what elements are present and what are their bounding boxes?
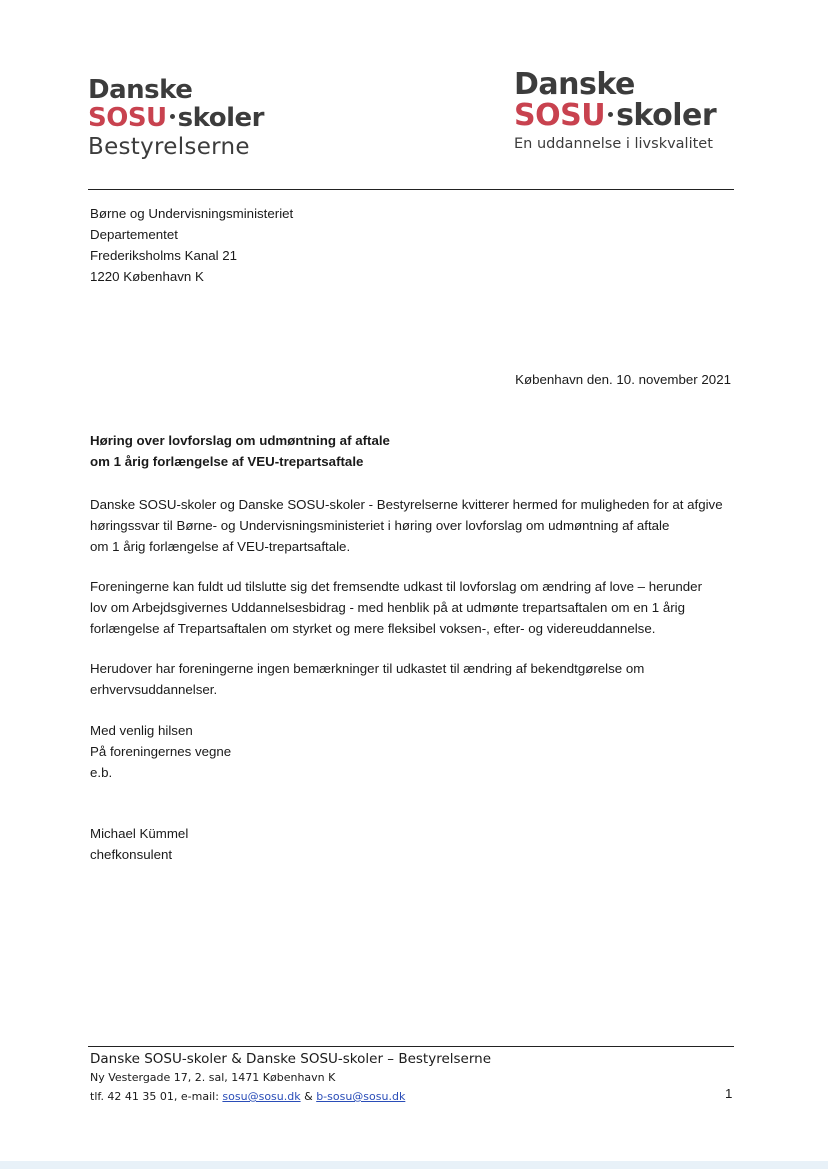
logo-danske-sosu-skoler: [514, 67, 717, 152]
email-link-b-sosu[interactable]: b-sosu@sosu.dk: [316, 1090, 406, 1103]
page-number: 1: [725, 1086, 733, 1101]
signature-block: [90, 823, 188, 865]
paragraph-line: Danske SOSU-skoler og Danske SOSU-skoler - Bestyrelserne kvitterer hermed for muligheden for at afgive: [90, 497, 723, 512]
closing-line: På foreningernes vegne: [90, 744, 232, 759]
body-paragraph: [90, 658, 644, 700]
logo-dot-icon: [608, 112, 613, 117]
footer-address: Ny Vestergade 17, 2. sal, 1471 København K: [90, 1071, 336, 1084]
letter-date: København den. 10. november 2021: [515, 372, 731, 387]
paragraph-line: høringssvar til Børne- og Undervisningsministeriet i høring over lovforslag om udmøntning af aftale: [90, 518, 670, 533]
closing-line: Med venlig hilsen: [90, 723, 193, 738]
recipient-line: Departementet: [90, 227, 178, 242]
letter-closing: [90, 720, 231, 783]
footer: [90, 1050, 491, 1106]
subject-line: Høring over lovforslag om udmøntning af aftale: [90, 433, 390, 448]
letter-subject: [90, 430, 390, 472]
footer-amp: &: [300, 1090, 317, 1103]
paragraph-line: om 1 årig forlængelse af VEU-trepartsaftale.: [90, 539, 351, 554]
logo-bestyrelserne: [88, 77, 264, 160]
logo-left-sosu: SOSU: [88, 103, 167, 133]
logo-right-skoler: skoler: [616, 98, 717, 133]
footer-contact-prefix: tlf. 42 41 35 01, e-mail:: [90, 1090, 223, 1103]
footer-contact: [90, 1087, 491, 1106]
recipient-line: 1220 København K: [90, 269, 204, 284]
signature-title: chefkonsulent: [90, 847, 173, 862]
subject-line: om 1 årig forlængelse af VEU-trepartsaftale: [90, 454, 364, 469]
paragraph-line: forlængelse af Trepartsaftalen om styrket og mere fleksibel voksen-, efter- og videreuddannelse.: [90, 621, 656, 636]
logo-right-line1: Danske: [514, 67, 635, 102]
logo-left-line1: Danske: [88, 75, 193, 105]
header-divider: [88, 189, 734, 190]
body-paragraph: [90, 576, 702, 639]
closing-line: e.b.: [90, 765, 113, 780]
recipient-address: [90, 203, 293, 287]
recipient-line: Børne og Undervisningsministeriet: [90, 206, 294, 221]
email-link-sosu[interactable]: sosu@sosu.dk: [222, 1090, 301, 1103]
paragraph-line: Herudover har foreningerne ingen bemærkninger til udkastet til ændring af bekendtgørelse om: [90, 661, 645, 676]
logo-left-skoler: skoler: [177, 103, 264, 133]
footer-divider: [88, 1046, 734, 1047]
signature-name: Michael Kümmel: [90, 826, 189, 841]
recipient-line: Frederiksholms Kanal 21: [90, 248, 238, 263]
logo-left-line3: Bestyrelserne: [88, 134, 250, 160]
logo-right-sosu: SOSU: [514, 98, 606, 133]
logo-dot-icon: [170, 114, 175, 119]
paragraph-line: lov om Arbejdsgivernes Uddannelsesbidrag - med henblik på at udmønte trepartsaftalen om en 1 årig: [90, 600, 685, 615]
logo-right-tagline: En uddannelse i livskvalitet: [514, 136, 713, 152]
paragraph-line: Foreningerne kan fuldt ud tilslutte sig det fremsendte udkast til lovforslag om ændring af love – herunder: [90, 579, 702, 594]
paragraph-line: erhvervsuddannelser.: [90, 682, 218, 697]
page-bottom-edge: [0, 1161, 828, 1169]
footer-org: Danske SOSU-skoler & Danske SOSU-skoler – Bestyrelserne: [90, 1051, 492, 1067]
body-paragraph: [90, 494, 723, 557]
